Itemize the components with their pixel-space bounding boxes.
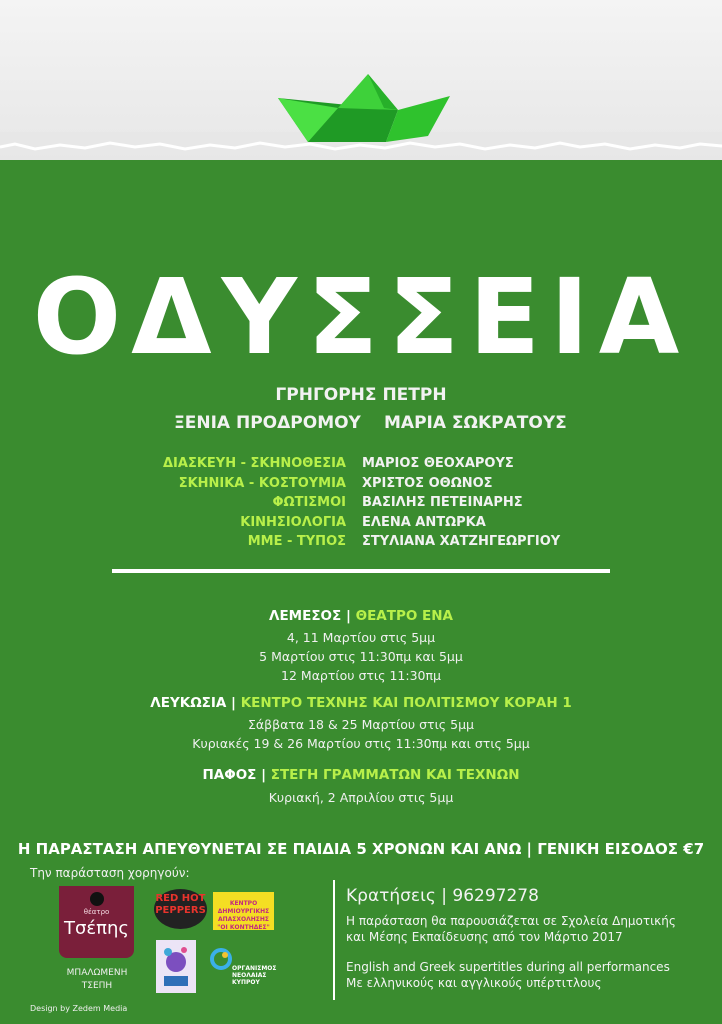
credit-name: ΜΑΡΙΟΣ ΘΕΟΧΑΡΟΥΣ bbox=[362, 456, 514, 471]
credit-role: ΣΚΗΝΙΚΑ - ΚΟΣΤΟΥΜΙΑ bbox=[178, 475, 346, 491]
venue-city: ΛΕΜΕΣΟΣ bbox=[269, 608, 342, 624]
red-hot-peppers-logo bbox=[154, 889, 207, 929]
date-line: 5 Μαρτίου στις 11:30πμ και 5μμ bbox=[259, 649, 463, 664]
booking-phone: Κρατήσεις | 96297278 bbox=[346, 886, 539, 906]
logo-name: Τσέπης bbox=[64, 918, 129, 939]
venue-dates-limassol bbox=[0, 628, 722, 685]
caption-line: ΜΠΑΛΩΜΕΝΗ bbox=[66, 968, 128, 978]
date-line: Κυριακή, 2 Απριλίου στις 5μμ bbox=[268, 790, 454, 805]
logo-line: "ΟΙ ΚΟΝΤΗΔΕΣ" bbox=[217, 924, 270, 931]
date-line: 4, 11 Μαρτίου στις 5μμ bbox=[286, 630, 436, 645]
swirl-icon bbox=[210, 945, 232, 979]
credit-role: ΔΙΑΣΚΕΥΗ - ΣΚΗΝΟΘΕΣΙΑ bbox=[162, 456, 346, 471]
cast-member-3: ΜΑΡΙΑ ΣΩΚΡΑΤΟΥΣ bbox=[384, 413, 567, 433]
venue-dates-paphos bbox=[0, 788, 722, 807]
venue-place: ΘΕΑΤΡΟ ΕΝΑ bbox=[355, 608, 453, 624]
credit-role: ΜΜΕ - ΤΥΠΟΣ bbox=[247, 534, 346, 549]
youth-board-logo bbox=[210, 945, 280, 985]
credit-role: ΦΩΤΙΣΜΟΙ bbox=[272, 495, 346, 510]
design-credit: Design by Zedem Media bbox=[30, 1004, 128, 1013]
info-line: Με ελληνικούς και αγγλικούς υπέρτιτλους bbox=[346, 976, 602, 990]
button-dot-icon bbox=[90, 892, 104, 906]
date-line: Κυριακές 19 & 26 Μαρτίου στις 11:30πμ και στις 5μμ bbox=[192, 736, 530, 751]
logo-small-text: θέατρο bbox=[83, 908, 110, 916]
info-line: και Μέσης Εκπαίδευσης από τον Μάρτιο 2017 bbox=[346, 930, 623, 944]
logo-line: PEPPERS bbox=[155, 905, 206, 916]
credit-name: ΧΡΙΣΤΟΣ ΟΘΩΝΟΣ bbox=[362, 475, 493, 491]
venue-city: ΠΑΦΟΣ bbox=[202, 767, 257, 783]
kentro-kontides-logo bbox=[213, 892, 274, 930]
credit-name: ΒΑΣΙΛΗΣ ΠΕΤΕΙΝΑΡΗΣ bbox=[362, 495, 523, 510]
venue-separator: | bbox=[256, 767, 271, 783]
cast-member-2: ΞΕΝΙΑ ΠΡΟΔΡΟΜΟΥ bbox=[174, 413, 361, 433]
venue-heading-paphos bbox=[0, 767, 722, 783]
credit-role: ΚΙΝΗΣΙΟΛΟΓΙΑ bbox=[240, 514, 346, 530]
logo-line: ΚΥΠΡΟΥ bbox=[232, 979, 260, 986]
sponsors-label: Την παράσταση χορηγούν: bbox=[30, 866, 190, 880]
credit-name: ΕΛΕΝΑ ΑΝΤΩΡΚΑ bbox=[362, 514, 486, 530]
date-line: Σάββατα 18 & 25 Μαρτίου στις 5μμ bbox=[248, 717, 474, 732]
info-line: Η παράσταση θα παρουσιάζεται σε Σχολεία Δημοτικής bbox=[346, 914, 676, 928]
cast-member-1: ΓΡΗΓΟΡΗΣ ΠΕΤΡΗ bbox=[275, 385, 447, 405]
vertical-divider bbox=[333, 880, 335, 1000]
theatro-tsepis-logo bbox=[59, 886, 134, 958]
paper-boat-icon bbox=[278, 70, 453, 150]
venue-separator: | bbox=[341, 608, 356, 624]
venue-heading-nicosia bbox=[0, 695, 722, 711]
credit-name: ΣΤΥΛΙΑΝΑ ΧΑΤΖΗΓΕΩΡΓΙΟΥ bbox=[362, 534, 561, 549]
tsepis-caption bbox=[52, 967, 142, 993]
logo-line: ΑΠΑΣΧΟΛΗΣΗΣ bbox=[217, 916, 270, 923]
audience-and-price: Η ΠΑΡΑΣΤΑΣΗ ΑΠΕΥΘΥΝΕΤΑΙ ΣΕ ΠΑΙΔΙΑ 5 ΧΡΟΝΩΝ ΚΑΙ ΑΝΩ | ΓΕΝΙΚΗ ΕΙΣΟΔΟΣ €7 bbox=[17, 840, 705, 858]
show-title: ΟΔΥΣΣΕΙΑ bbox=[32, 256, 690, 378]
divider bbox=[112, 569, 610, 573]
info-line: English and Greek supertitles during all performances bbox=[346, 960, 670, 974]
venue-place: ΣΤΕΓΗ ΓΡΑΜΜΑΤΩΝ ΚΑΙ ΤΕΧΝΩΝ bbox=[270, 767, 520, 783]
caption-line: ΤΣΕΠΗ bbox=[81, 981, 113, 991]
logo-line: ΟΡΓΑΝΙΣΜΟΣ bbox=[232, 965, 277, 972]
logo-line: ΚΕΝΤΡΟ ΔΗΜΙΟΥΡΓΙΚΗΣ bbox=[217, 900, 270, 915]
org-text bbox=[232, 965, 277, 986]
logo-line: ΝΕΟΛΑΙΑΣ bbox=[232, 972, 267, 979]
venue-separator: | bbox=[226, 695, 241, 711]
theatre-group-logo bbox=[156, 940, 196, 993]
venue-place: ΚΕΝΤΡΟ ΤΕΧΝΗΣ ΚΑΙ ΠΟΛΙΤΙΣΜΟΥ ΚΟΡΑΗ 1 bbox=[240, 695, 572, 711]
venue-heading-limassol bbox=[0, 608, 722, 624]
venue-dates-nicosia bbox=[0, 715, 722, 753]
venue-city: ΛΕΥΚΩΣΙΑ bbox=[150, 695, 227, 711]
date-line: 12 Μαρτίου στις 11:30πμ bbox=[281, 668, 441, 683]
logo-line: RED HOT bbox=[155, 893, 206, 904]
